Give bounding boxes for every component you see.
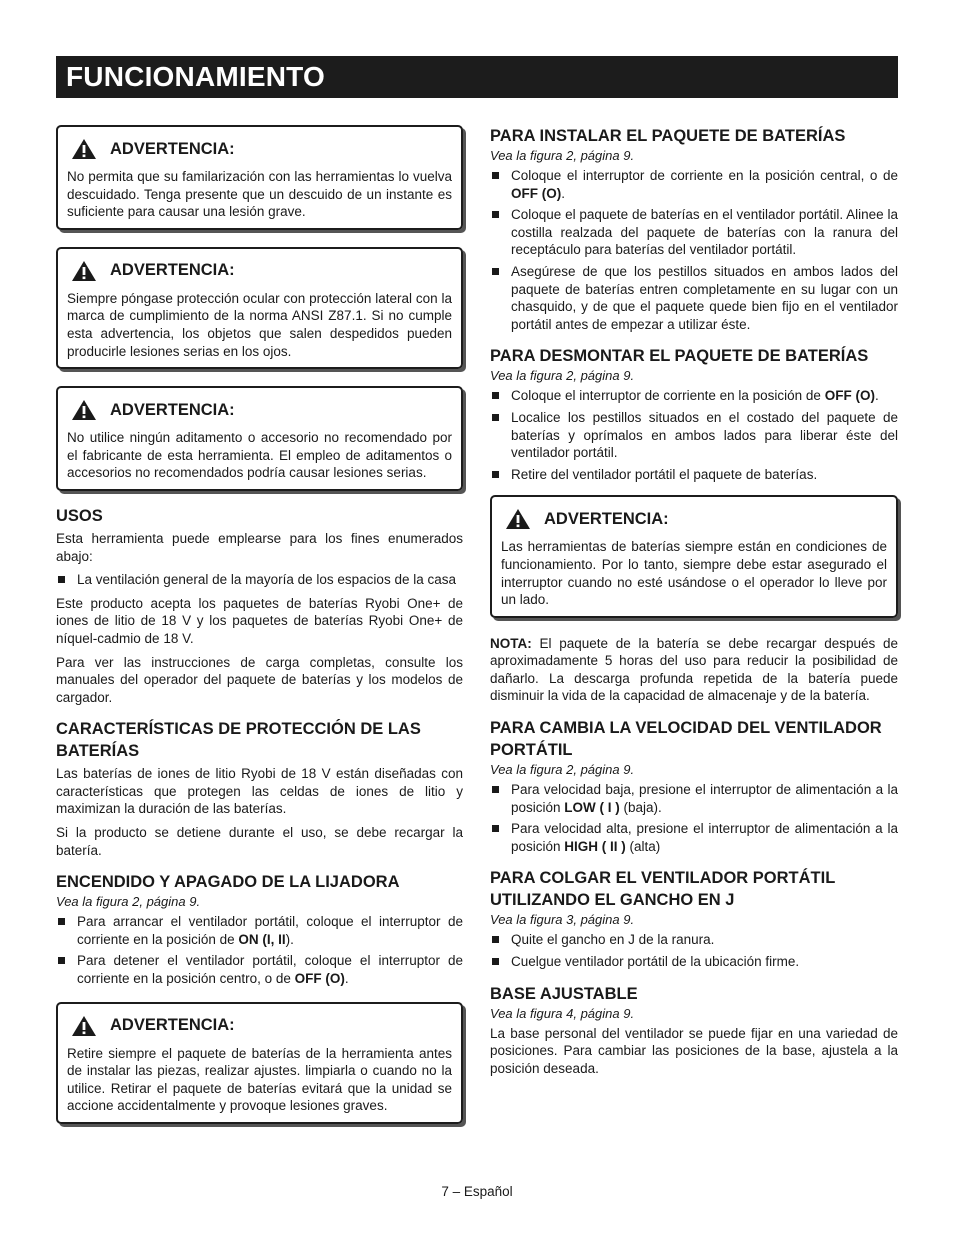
page-title: FUNCIONAMIENTO <box>56 56 898 98</box>
warning-title: ADVERTENCIA: <box>110 139 235 158</box>
list-item: Para arrancar el ventilador portátil, coloque el interruptor de corriente en la posición de ON (I, II). <box>56 913 463 948</box>
figure-reference: Vea la figura 3, página 9. <box>490 912 635 928</box>
list-item: La ventilación general de la mayoría de los espacios de la casa <box>56 571 463 589</box>
caracteristicas-paragraph: Si la producto se detiene durante el uso, se debe recargar la batería. <box>56 825 463 858</box>
warning-box <box>56 247 463 369</box>
warning-text: Las herramientas de baterías siempre están en condiciones de funcionamiento. Por lo tanto, siempre debe estar asegurado el interruptor cuando no esté usándose o el operador lo lleve por un lado. <box>501 539 887 608</box>
figure-reference: Vea la figura 2, página 9. <box>490 762 635 778</box>
list-item: Para velocidad baja, presione el interruptor de alimentación a la posición LOW ( I ) (baja). <box>490 781 898 816</box>
section-heading-encendido: ENCENDIDO Y APAGADO DE LA LIJADORA <box>56 873 400 892</box>
warning-box <box>56 386 463 491</box>
warning-box <box>490 495 898 617</box>
list-item: Quite el gancho en J de la ranura. <box>490 931 898 949</box>
warning-triangle-icon <box>505 508 531 530</box>
section-heading-colgar: PARA COLGAR EL VENTILADOR PORTÁTIL UTILIZANDO EL GANCHO EN J <box>490 869 835 910</box>
warning-text: No utilice ningún aditamento o accesorio no recomendado por el fabricante de esta herramienta. El empleo de aditamentos o accesorios no recomendados podría causar lesiones serias. <box>67 430 452 481</box>
section-heading-usos: USOS <box>56 506 103 525</box>
warning-triangle-icon <box>71 138 97 160</box>
warning-title: ADVERTENCIA: <box>544 509 669 528</box>
section-heading-caracteristicas: CARACTERÍSTICAS DE PROTECCIÓN DE LAS BATERÍAS <box>56 720 421 761</box>
warning-text: No permita que su familarización con las herramientas lo vuelva descuidado. Tenga presente que un descuido de un instante es suficiente para causar una lesión grave. <box>67 169 452 220</box>
list-item: Retire del ventilador portátil el paquete de baterías. <box>490 466 898 484</box>
right-column <box>490 125 898 1083</box>
left-column <box>56 125 463 1141</box>
usos-paragraph: Para ver las instrucciones de carga completas, consulte los manuales del operador del paquete de baterías y los modelos de cargador. <box>56 654 463 705</box>
list-item: Para velocidad alta, presione el interruptor de alimentación a la posición HIGH ( II ) (alta) <box>490 820 898 855</box>
list-item: Coloque el interruptor de corriente en la posición de OFF (O). <box>490 387 898 405</box>
warning-title: ADVERTENCIA: <box>110 400 235 419</box>
warning-title: ADVERTENCIA: <box>110 1016 235 1035</box>
warning-title: ADVERTENCIA: <box>110 261 235 280</box>
list-item: Para detener el ventilador portátil, coloque el interruptor de corriente en la posición centro, o de OFF (O). <box>56 952 463 987</box>
warning-triangle-icon <box>71 260 97 282</box>
caracteristicas-paragraph: Las baterías de iones de litio Ryobi de 18 V están diseñadas con características que protegen las celdas de iones de litio y maximizan la duración de las baterías. <box>56 766 463 817</box>
warning-box <box>56 1002 463 1124</box>
warning-text: Siempre póngase protección ocular con protección lateral con la marca de cumplimiento de la norma ANSI Z87.1. Si no cumple esta advertencia, los objetos que salen despedidos pueden producirle lesiones serias en los ojos. <box>67 290 452 359</box>
figure-reference: Vea la figura 2, página 9. <box>490 148 635 163</box>
list-item: Cuelgue ventilador portátil de la ubicación firme. <box>490 953 898 971</box>
warning-box <box>56 125 463 230</box>
warning-text: Retire siempre el paquete de baterías de la herramienta antes de instalar las piezas, realizar ajustes. limpiarla o cuando no la utilice. Retirar el paquete de baterías evitará que la unidad se accione accidentalmente y provoque lesiones graves. <box>67 1045 452 1114</box>
list-item: Coloque el paquete de baterías en el ventilador portátil. Alinee la costilla realzada del paquete de baterías con la ranura del receptáculo para baterías del ventilador portátil. <box>490 206 898 259</box>
section-heading-desmontar: PARA DESMONTAR EL PAQUETE DE BATERÍAS <box>490 347 869 366</box>
note-paragraph: NOTA: El paquete de la batería se debe recargar después de aproximadamente 5 horas del uso para reducir la posibilidad de dañarlo. La descarga profunda repetida de la batería puede disminuir la vida de la capacidad de almacenaje y de la batería. <box>490 635 898 704</box>
figure-reference: Vea la figura 4, página 9. <box>490 1005 635 1021</box>
usos-paragraph: Este producto acepta los paquetes de baterías Ryobi One+ de iones de litio de 18 V y los paquetes de baterías Ryobi One+ de níquel-cadmio de 18 V. <box>56 595 463 646</box>
figure-reference: Vea la figura 2, página 9. <box>56 894 201 910</box>
usos-intro: Esta herramienta puede emplearse para los fines enumerados abajo: <box>56 530 463 564</box>
figure-reference: Vea la figura 2, página 9. <box>490 368 635 384</box>
warning-triangle-icon <box>71 1015 97 1037</box>
warning-triangle-icon <box>71 399 97 421</box>
list-item: Coloque el interruptor de corriente en la posición central, o de OFF (O). <box>490 167 898 202</box>
list-item: Localice los pestillos situados en el costado del paquete de baterías y oprímalos en ambos lados para liberar éste del ventilador portátil. <box>490 409 898 462</box>
section-heading-base: BASE AJUSTABLE <box>490 984 638 1003</box>
section-heading-instalar: PARA INSTALAR EL PAQUETE DE BATERÍAS <box>490 127 846 145</box>
list-item: Asegúrese de que los pestillos situados en ambos lados del paquete de baterías entren completamente en su lugar con un chasquido, y de que el paquete quede bien fijo en el ventilador portátil antes de empezar a utilizar éste. <box>490 263 898 333</box>
base-paragraph: La base personal del ventilador se puede fijar en una variedad de posiciones. Para cambiar las posiciones de la base, ajustela a la posición deseada. <box>490 1025 898 1076</box>
section-heading-velocidad: PARA CAMBIA LA VELOCIDAD DEL VENTILADOR PORTÁTIL <box>490 719 882 760</box>
page-number: 7 – Español <box>441 1184 513 1199</box>
